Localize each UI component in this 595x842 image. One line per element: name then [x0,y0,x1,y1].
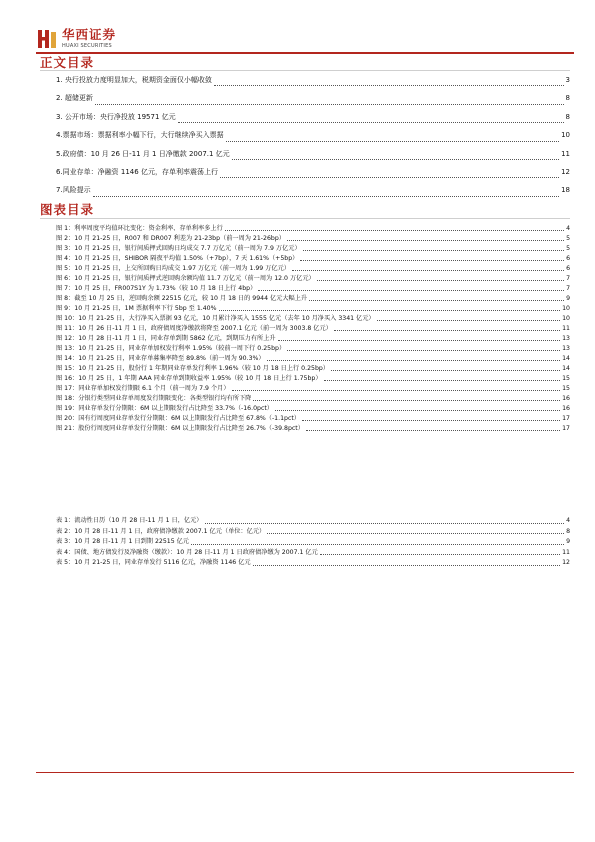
figure-item[interactable] [56,354,570,364]
figure-item-page: 6 [566,265,570,272]
contents-item[interactable] [56,163,570,181]
figure-item-page: 11 [562,325,570,332]
figure-item-page: 17 [562,415,570,422]
leader-dots [267,360,561,361]
contents-item[interactable] [56,89,570,107]
leader-dots [309,300,564,301]
leader-dots [377,320,561,321]
leader-dots [232,390,561,391]
leader-dots [292,270,564,271]
table-item[interactable] [56,548,570,559]
figure-item-text: 图 8：截至 10 月 25 日，逆回购余额 22515 亿元，较 10 月 18 日的 9944 亿元大幅上升 [56,295,308,302]
table-item-text: 表 3：10 月 28 日-11 月 1 日到期 22515 亿元 [56,538,189,545]
figure-item-page: 10 [562,305,570,312]
contents-item-text: 3. 公开市场：央行净投放 19571 亿元 [56,112,176,121]
figure-item[interactable] [56,284,570,294]
leader-dots [225,230,564,231]
contents-item-text: 1. 央行投放力度明显加大，税期资金面仅小幅收敛 [56,75,212,84]
contents-item[interactable] [56,181,570,199]
figure-item[interactable] [56,394,570,404]
figure-item[interactable] [56,384,570,394]
table-item-page: 11 [562,548,570,556]
leader-dots [232,159,559,160]
figure-item-page: 7 [566,275,570,282]
figure-item-page: 9 [566,295,570,302]
figure-item[interactable] [56,274,570,284]
contents-item-page: 12 [561,167,570,176]
figure-item-page: 15 [562,375,570,382]
figures-title: 图表目录 [40,202,95,217]
leader-dots [320,554,560,555]
contents-list [56,71,570,200]
table-item[interactable] [56,537,570,548]
header-divider [36,52,574,54]
figure-item-text: 图 19：同业存单发行分期限：6M 以上期限发行占比降至 33.7%（-16.0pct） [56,405,273,412]
leader-dots [253,400,560,401]
figure-item-page: 15 [562,385,570,392]
figure-item-text: 图 14：10 月 21-25 日，同业存单募集率降至 89.8%（前一周为 90.3%） [56,355,265,362]
figure-item-text: 图 13：10 月 21-25 日，同业存单加权发行利率 1.95%（较前一周下行 0.25bp） [56,345,286,352]
company-name-en: HUAXI SECURITIES [62,43,112,49]
figure-item-page: 6 [566,255,570,262]
table-item[interactable] [56,516,570,527]
contents-item-text: 4.票据市场：票据利率小幅下行，大行继续净买入票据 [56,131,224,140]
contents-item-text: 2. 超储更新 [56,94,93,103]
leader-dots [317,280,564,281]
contents-item-page: 10 [561,131,570,140]
leader-dots [191,544,564,545]
contents-item[interactable] [56,145,570,163]
leader-dots [306,430,560,431]
leader-dots [220,177,559,178]
figure-item[interactable] [56,374,570,384]
leader-dots [205,523,565,524]
leader-dots [275,410,560,411]
table-item[interactable] [56,527,570,538]
contents-item-text: 7.风险提示 [56,186,91,195]
figure-item[interactable] [56,344,570,354]
figure-item-page: 7 [566,285,570,292]
leader-dots [93,196,559,197]
contents-item[interactable] [56,108,570,126]
figures-title-rule [40,218,570,219]
huaxi-logo-icon [36,28,58,50]
leader-dots [95,104,564,105]
figure-item-text: 图 9：10 月 21-25 日，1M 票据利率下行 5bp 至 1.40% [56,305,217,312]
figure-item[interactable] [56,304,570,314]
leader-dots [226,141,559,142]
leader-dots [278,340,561,341]
company-name-cn: 华西证券 [62,27,117,42]
leader-dots [258,290,564,291]
contents-item-text: 6.同业存单：净融资 1146 亿元，存单利率震荡上行 [56,167,218,176]
contents-item-text: 5.政府债：10 月 26 日-11 月 1 日净缴款 2007.1 亿元 [56,149,230,158]
leader-dots [287,350,560,351]
figure-item-page: 10 [562,315,570,322]
figure-item-text: 图 16：10 月 25 日，1 年期 AAA 同业存单到期收益率 1.95%（较 10 月 18 日上行 1.75bp） [56,375,322,382]
figure-item-text: 图 1：利率周度平均值环比变化：资金利率、存单利率多上行 [56,225,223,232]
table-item-page: 12 [562,559,570,566]
figures-list [56,224,570,434]
figure-item-page: 13 [562,335,570,342]
figure-item-text: 图 18：分银行类型同业存单周度发行期限变化：各类型银行均有所下降 [56,395,252,402]
leader-dots [178,122,564,123]
contents-item-page: 3 [565,75,570,84]
leader-dots [219,310,561,311]
contents-title: 正文目录 [40,55,95,70]
figure-item-page: 16 [562,395,570,402]
leader-dots [334,330,560,331]
leader-dots [253,565,561,566]
leader-dots [267,533,564,534]
figure-item-text: 图 21：股份行周度同业存单发行分期限：6M 以上期限发行占比降至 26.7%（-39.8pct） [56,425,304,432]
figure-item[interactable] [56,264,570,274]
figure-item[interactable] [56,414,570,424]
figure-item-page: 5 [566,245,570,252]
table-item[interactable] [56,558,570,569]
contents-item-page: 18 [561,186,570,195]
figure-item-text: 图 3：10 月 21-25 日，银行间质押式回购日均成交 7.7 万亿元（前一周为 7.9 万亿元） [56,245,301,252]
table-item-text: 表 2：10 月 28 日-11 月 1 日，政府债净缴款 2007.1 亿元（单位：亿元） [56,527,266,535]
figure-item[interactable] [56,404,570,414]
table-item-page: 8 [566,527,570,535]
table-item-text: 表 5：10 月 21-25 日，同业存单发行 5116 亿元，净融资 1146 亿元 [56,559,251,566]
figure-item[interactable] [56,314,570,324]
figure-item-text: 图 7：10 月 25 日，FR007S1Y 为 1.73%（较 10 月 18 日上行 4bp） [56,285,257,292]
contents-item-page: 8 [565,112,570,121]
leader-dots [300,260,564,261]
figure-item-text: 图 6：10 月 21-25 日，银行间质押式逆回购余额均值 11.7 万亿元（前一周为 12.0 万亿元） [56,275,315,282]
table-item-page: 4 [566,517,570,524]
figure-item-text: 图 11：10 月 26 日-11 月 1 日，政府债周度净缴款将降至 2007.1 亿元（前一周为 3003.8 亿元） [56,325,332,332]
tables-list [56,516,570,569]
footer-divider [36,772,574,773]
company-logo [36,28,156,52]
leader-dots [331,370,560,371]
figure-item-text: 图 15：10 月 21-25 日，股份行 1 年期同业存单发行利率 1.96%（较 10 月 18 日上行 0.25bp） [56,365,329,372]
figure-item[interactable] [56,224,570,234]
figure-item-text: 图 20：国有行周度同业存单发行分期限：6M 以上期限发行占比降至 67.8%（-1.1pct） [56,415,300,422]
figure-item[interactable] [56,324,570,334]
table-item-page: 9 [566,538,570,545]
figure-item-text: 图 10：10 月 21-25 日，大行净买入票据 93 亿元，10 月累计净买入 1555 亿元（去年 10 月净买入 3341 亿元） [56,315,375,322]
figure-item-page: 17 [562,425,570,432]
figure-item[interactable] [56,254,570,264]
figure-item-page: 14 [562,355,570,362]
figure-item-text: 图 12：10 月 28 日-11 月 1 日，同业存单到期 5862 亿元，到期压力有所上升 [56,335,276,342]
figure-item[interactable] [56,364,570,374]
figure-item[interactable] [56,244,570,254]
figure-item-page: 16 [562,405,570,412]
figure-item-text: 图 5：10 月 21-25 日，上交所回购日均成交 1.97 万亿元（前一周为 1.99 万亿元） [56,265,290,272]
figure-item[interactable] [56,424,570,434]
leader-dots [302,420,560,421]
leader-dots [324,380,561,381]
figure-item-text: 图 2：10 月 21-25 日，R007 和 DR007 利差为 21-23bp（前一周为 21-26bp） [56,235,285,242]
table-item-text: 表 1：流动性日历（10 月 28 日-11 月 1 日，亿元） [56,517,203,524]
contents-item[interactable] [56,126,570,144]
table-item-text: 表 4：国债、地方债发行及净融资（缴款）：10 月 28 日-11 月 1 日政府债净缴为 2007.1 亿元 [56,548,318,556]
figure-item-page: 4 [566,225,570,232]
figure-item-text: 图 17：同业存单加权发行期限 6.1 个月（前一周为 7.9 个月） [56,385,230,392]
contents-item[interactable] [56,71,570,89]
figure-item[interactable] [56,234,570,244]
leader-dots [287,240,564,241]
figure-item-page: 5 [566,235,570,242]
figure-item-page: 13 [562,345,570,352]
leader-dots [214,85,564,86]
contents-item-page: 8 [565,94,570,103]
figure-item[interactable] [56,334,570,344]
contents-item-page: 11 [561,149,570,158]
figure-item[interactable] [56,294,570,304]
figure-item-page: 14 [562,365,570,372]
leader-dots [303,250,564,251]
figure-item-text: 图 4：10 月 21-25 日，SHIBOR 隔夜平均值 1.50%（+7bp），7 天 1.61%（+5bp） [56,255,299,262]
